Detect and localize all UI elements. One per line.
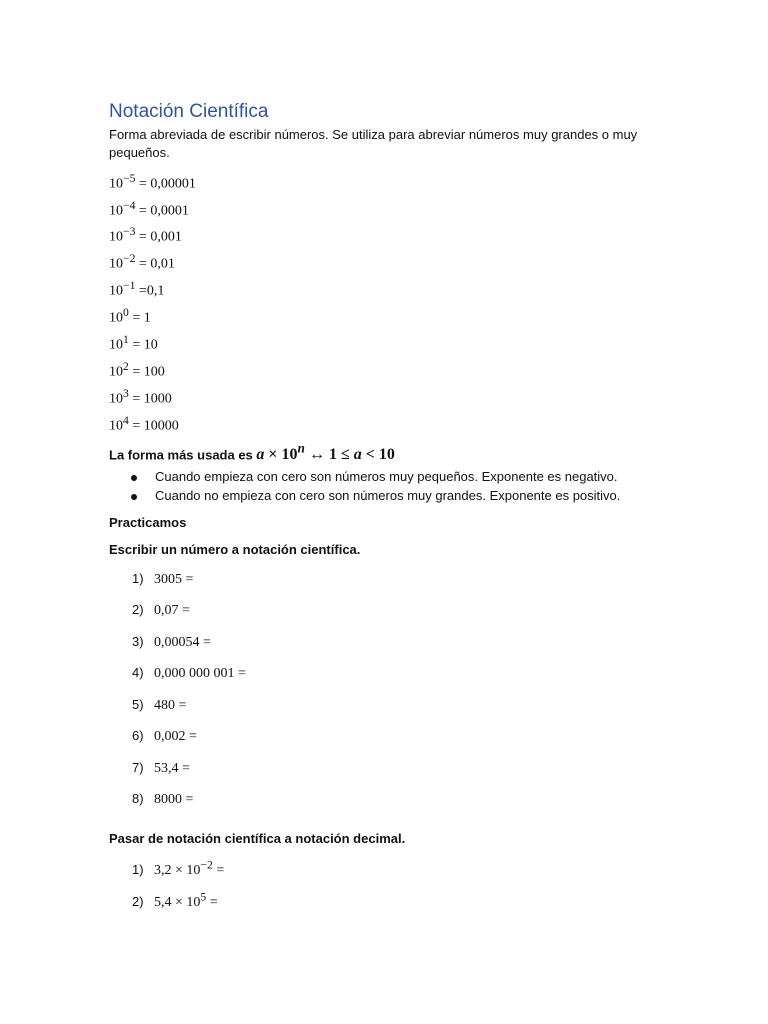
list-item: Cuando empieza con cero son números muy pequeños. Exponente es negativo. [131,469,618,484]
list-item: 2) $5,4 \times 10^5$ = [132,890,218,910]
power-row: $10^3 = 1000$ [109,387,172,407]
general-form-line: La forma más usada es $a \times 10^n$ ↔ 1 ≤ a < 10 [109,441,395,464]
general-form-label: La forma más usada es [109,447,257,463]
power-row: $10^{-5} = 0,00001$ [109,172,196,192]
exercise2-heading: Pasar de notación científica a notación decimal. [109,831,406,846]
bullet-icon [131,494,137,500]
document-title: Notación Científica [109,101,269,122]
list-item: 4) 0,000 000 001 = [132,665,246,681]
list-item: 1) $3,2 \times 10^{-2}$ = [132,858,225,878]
power-row: $10^1 = 10$ [109,333,158,353]
power-row: $10^{-4} = 0,0001$ [109,199,189,219]
power-row: $10^4 = 10000$ [109,414,179,434]
power-row: $10^2 = 100$ [109,360,165,380]
list-item: 2) 0,07 = [132,602,190,618]
list-item: 8) 8000 = [132,791,194,807]
intro-paragraph: Forma abreviada de escribir números. Se utiliza para abreviar números muy grandes o muy pequeños. [109,127,638,160]
power-row: $10^0 = 1$ [109,306,151,326]
list-item: 6) 0,002 = [132,728,197,744]
practice-heading: Practicamos [109,515,187,530]
list-item: 3) 0,00054 = [132,634,211,650]
list-item: 7) 53,4 = [132,760,190,776]
power-row: $10^{-3} = 0,001$ [109,225,182,245]
list-item: 1) 3005 = [132,571,194,587]
list-item: 5) 480 = [132,697,187,713]
bullet-icon [131,475,137,481]
list-item: Cuando no empieza con cero son números muy grandes. Exponente es positivo. [131,488,620,503]
exercise1-heading: Escribir un número a notación científica. [109,542,361,557]
power-row: $10^{-1} =0,1$ [109,279,165,299]
power-row: $10^{-2} = 0,01$ [109,252,175,272]
